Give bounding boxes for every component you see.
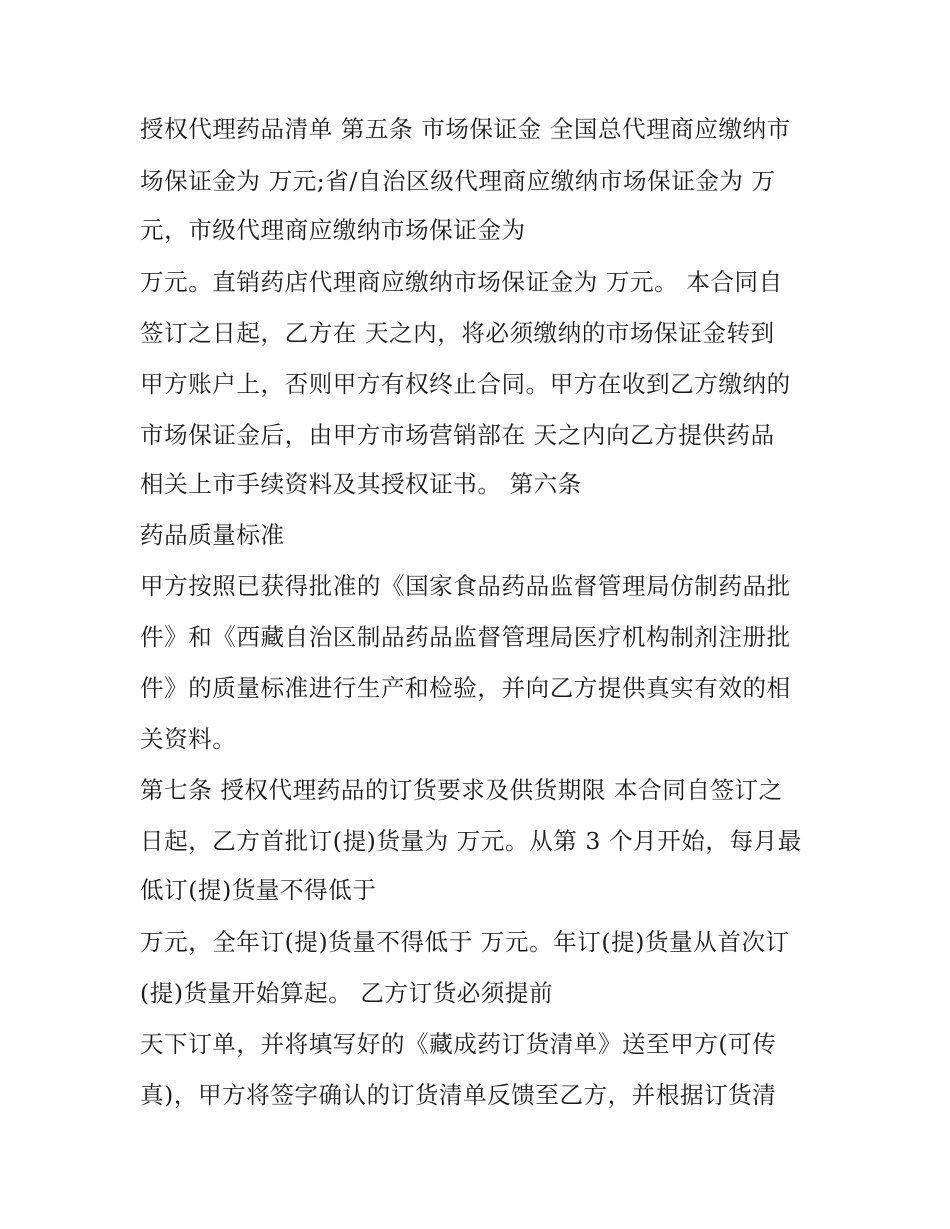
text-line: 元，市级代理商应缴纳市场保证金为	[140, 216, 526, 244]
text-line: 第七条 授权代理药品的订货要求及供货期限 本合同自签订之	[140, 776, 783, 804]
text-line: 关资料。	[140, 725, 237, 753]
text-line: 低订(提)货量不得低于	[140, 876, 377, 904]
text-line: 甲方按照已获得批准的《国家食品药品监督管理局仿制药品批	[140, 572, 791, 600]
text-line: 天下订单，并将填写好的《藏成药订货清单》送至甲方(可传	[140, 1030, 777, 1058]
text-line: 市场保证金后，由甲方市场营销部在 天之内向乙方提供药品	[140, 421, 775, 449]
text-line: (提)货量开始算起。 乙方订货必须提前	[140, 979, 554, 1007]
text-line: 场保证金为 万元;省/自治区级代理商应缴纳市场保证金为 万	[140, 167, 776, 195]
text-line: 相关上市手续资料及其授权证书。 第六条	[140, 470, 582, 498]
text-line: 真)，甲方将签字确认的订货清单反馈至乙方，并根据订货清	[140, 1081, 777, 1109]
text-line: 日起，乙方首批订(提)货量为 万元。从第 3 个月开始，每月最	[140, 827, 802, 855]
text-line: 件》和《西藏自治区制品药品监督管理局医疗机构制剂注册批	[140, 623, 791, 651]
text-line: 授权代理药品清单 第五条 市场保证金 全国总代理商应缴纳市	[140, 115, 791, 143]
text-line: 件》的质量标准进行生产和检验，并向乙方提供真实有效的相	[140, 674, 791, 702]
text-line: 签订之日起，乙方在 天之内，将必须缴纳的市场保证金转到	[140, 319, 775, 347]
text-line: 万元，全年订(提)货量不得低于 万元。年订(提)货量从首次订	[140, 928, 790, 956]
text-line: 甲方账户上，否则甲方有权终止合同。甲方在收到乙方缴纳的	[140, 370, 791, 398]
section-heading: 药品质量标准	[140, 521, 285, 549]
text-line: 万元。直销药店代理商应缴纳市场保证金为 万元。 本合同自	[140, 268, 783, 296]
